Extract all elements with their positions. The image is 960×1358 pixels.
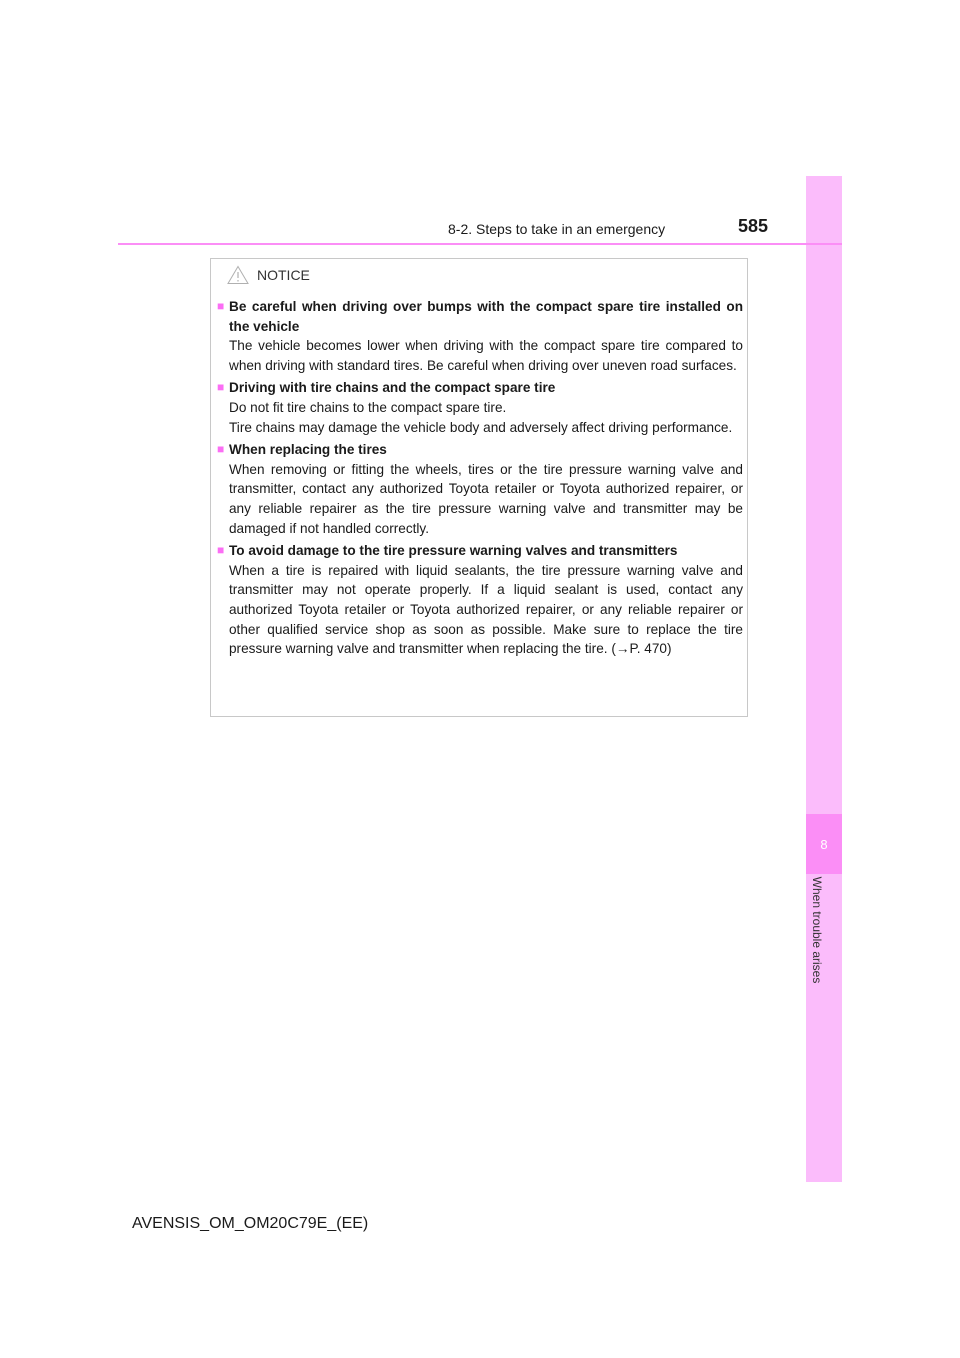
square-bullet-icon: ■ [217, 543, 225, 558]
notice-paragraph: Tire chains may damage the vehicle body and adversely affect driving performance. [229, 419, 733, 435]
chapter-side-tab [806, 176, 842, 1182]
square-bullet-icon: ■ [217, 380, 225, 395]
square-bullet-icon: ■ [217, 442, 225, 457]
section-title: 8-2. Steps to take in an emergency [448, 221, 666, 237]
notice-item-heading-text: When replacing the tires [229, 442, 387, 458]
square-bullet-icon: ■ [217, 299, 225, 313]
notice-item-heading-text: Be careful when driving over bumps with the compact spare tire installed on the vehicle [229, 299, 743, 334]
notice-item-heading-text: Driving with tire chains and the compact spare tire [229, 380, 556, 396]
notice-item-body [229, 460, 743, 538]
notice-content [217, 297, 743, 662]
chapter-label: When trouble arises [810, 876, 824, 984]
notice-item [217, 541, 743, 659]
notice-item-heading [217, 297, 743, 336]
notice-item [217, 440, 743, 538]
document-code: AVENSIS_OM_OM20C79E_(EE) [132, 1215, 369, 1232]
notice-item-body [229, 398, 743, 437]
page-number: 585 [738, 216, 769, 236]
chapter-number: 8 [820, 836, 828, 852]
notice-item-heading [217, 541, 743, 561]
notice-item-body [229, 561, 743, 659]
chapter-number-tab [806, 814, 842, 874]
notice-item-heading-text: To avoid damage to the tire pressure warning valves and transmitters [229, 543, 678, 559]
notice-header [227, 265, 310, 285]
notice-item-heading [217, 378, 743, 398]
header-divider [118, 243, 842, 245]
notice-paragraph: The vehicle becomes lower when driving with the compact spare tire compared to when driving with standard tires. Be careful when driving over uneven road surfaces. [229, 338, 743, 373]
notice-item-heading [217, 440, 743, 460]
notice-item-body [229, 336, 743, 375]
notice-paragraph: When removing or fitting the wheels, tires or the tire pressure warning valve and transmitter, contact any authorized Toyota retailer or Toyota authorized repairer, or any reliable repairer as the tire pressure warning valve and transmitter may be damaged if not handled correctly. [229, 461, 743, 536]
notice-box [210, 258, 748, 717]
warning-triangle-icon [227, 265, 249, 285]
notice-paragraph: Do not fit tire chains to the compact spare tire. [229, 399, 507, 415]
notice-item [217, 378, 743, 437]
notice-item [217, 297, 743, 375]
notice-paragraph: When a tire is repaired with liquid sealants, the tire pressure warning valve and transmitter may not operate properly. If a liquid sealant is used, contact any authorized Toyota retailer or Toyota authorized repairer, or any reliable repairer or other qualified service shop as soon as possible. Make sure to replace the tire pressure warning valve and transmitter when replacing the tire. (→P. 470) [229, 562, 743, 657]
notice-label: NOTICE [257, 267, 310, 283]
